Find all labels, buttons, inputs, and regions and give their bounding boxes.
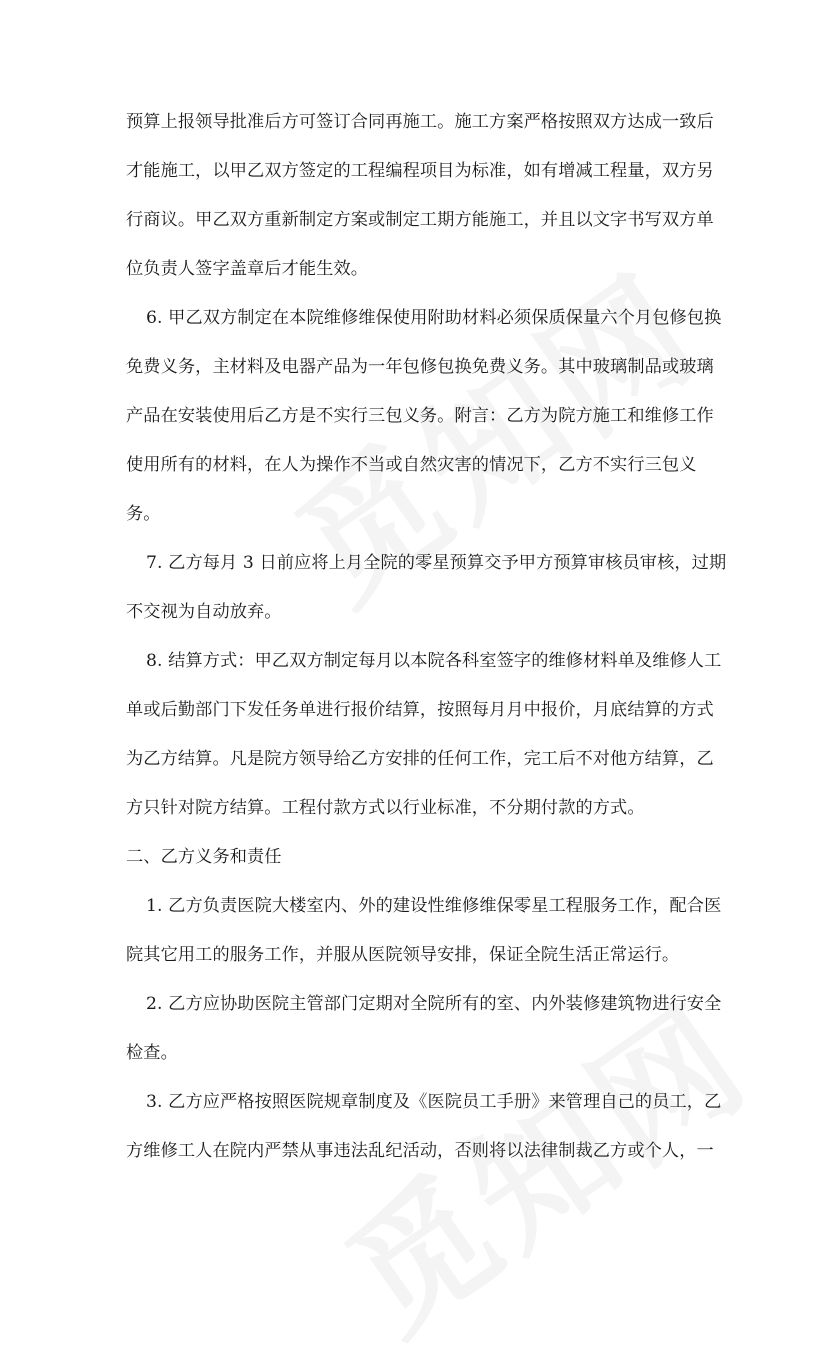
text-line: 为乙方结算。凡是院方领导给乙方安排的任何工作，完工后不对他方结算，乙 bbox=[126, 749, 714, 769]
section-heading bbox=[126, 833, 708, 882]
text-line: 才能施工，以甲乙双方签定的工程编程项目为标准，如有增减工程量，双方另 bbox=[126, 161, 714, 181]
paragraph bbox=[126, 882, 722, 980]
text-line: 使用所有的材料，在人为操作不当或自然灾害的情况下，乙方不实行三包义 bbox=[126, 455, 697, 475]
paragraph bbox=[126, 98, 714, 294]
text-line: 免费义务，主材料及电器产品为一年包修包换免费义务。其中玻璃制品或玻璃 bbox=[126, 357, 714, 377]
text-line: 位负责人签字盖章后才能生效。 bbox=[126, 259, 369, 279]
text-line: 院其它用工的服务工作，并服从医院领导安排，保证全院生活正常运行。 bbox=[126, 945, 680, 965]
text-line: 6. 甲乙双方制定在本院维修维保使用附助材料必须保质保量六个月包修包换 bbox=[146, 308, 722, 328]
text-line: 1. 乙方负责医院大楼室内、外的建设性维修维保零星工程服务工作，配合医 bbox=[146, 896, 722, 916]
document-body bbox=[126, 98, 727, 1176]
text-line: 8. 结算方式：甲乙双方制定每月以本院各科室签字的维修材料单及维修人工 bbox=[146, 651, 722, 671]
text-line: 单或后勤部门下发任务单进行报价结算，按照每月月中报价，月底结算的方式 bbox=[126, 700, 714, 720]
text-line: 不交视为自动放弃。 bbox=[126, 602, 282, 622]
text-line: 3. 乙方应严格按照医院规章制度及《医院员工手册》来管理自己的员工，乙 bbox=[146, 1092, 722, 1112]
text-line: 行商议。甲乙双方重新制定方案或制定工期方能施工，并且以文字书写双方单 bbox=[126, 210, 714, 230]
paragraph bbox=[126, 294, 722, 539]
text-line: 方维修工人在院内严禁从事违法乱纪活动，否则将以法律制裁乙方或个人，一 bbox=[126, 1141, 714, 1161]
text-line: 2. 乙方应协助医院主管部门定期对全院所有的室、内外装修建筑物进行安全 bbox=[146, 994, 722, 1014]
text-line: 预算上报领导批准后方可签订合同再施工。施工方案严格按照双方达成一致后 bbox=[126, 112, 714, 132]
text-line: 检查。 bbox=[126, 1043, 178, 1063]
text-line: 方只针对院方结算。工程付款方式以行业标准，不分期付款的方式。 bbox=[126, 798, 645, 818]
text-line: 二、乙方义务和责任 bbox=[126, 847, 282, 867]
paragraph bbox=[126, 980, 722, 1078]
paragraph bbox=[126, 539, 727, 637]
text-line: 7. 乙方每月 3 日前应将上月全院的零星预算交予甲方预算审核员审核，过期 bbox=[146, 553, 727, 573]
paragraph bbox=[126, 637, 722, 833]
text-line: 产品在安装使用后乙方是不实行三包义务。附言：乙方为院方施工和维修工作 bbox=[126, 406, 714, 426]
text-line: 务。 bbox=[126, 504, 161, 524]
paragraph bbox=[126, 1078, 722, 1176]
